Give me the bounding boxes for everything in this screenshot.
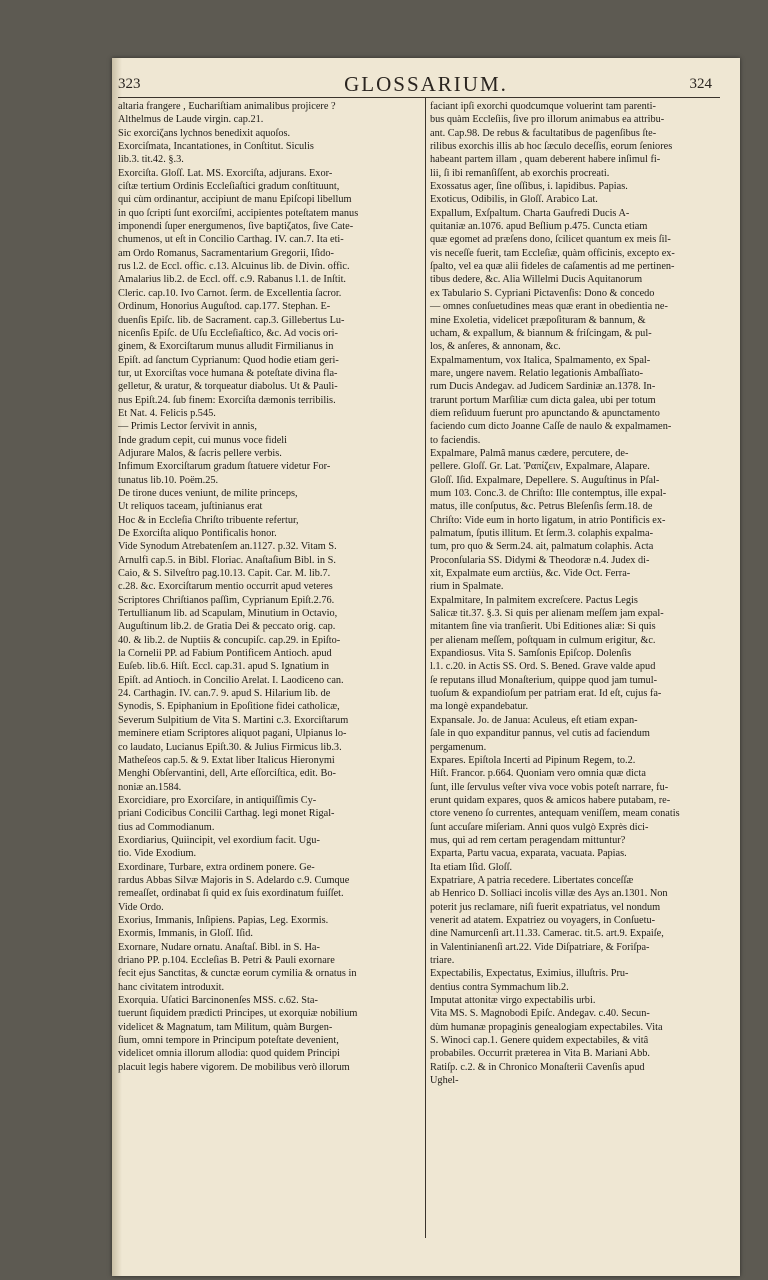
text-line: Exossatus ager, ſine oſſibus, i. lapidibus. Papias. (430, 181, 628, 193)
text-line: videlicet & Magnatum, tam Militum, quàm Burgen- (118, 1021, 333, 1033)
text-line: rilibus exorchis illis ab hoc ſæculo deceſſis, eorum ſeniores (430, 141, 673, 153)
text-line: bus quàm Eccleſiis, ſive pro illorum animabus ea attribu- (430, 114, 665, 126)
text-line: ſunt accuſare miſeriam. Anni quos vulgò Exprès dici- (430, 821, 649, 833)
text-line: palmatum, ſputis illitum. Et ſerm.3. colaphis expalma- (430, 528, 654, 539)
text-line: Epiſt. ad ſanctum Cyprianum: Quod hodie etiam geri- (118, 354, 339, 366)
text-line: pergamenum. (430, 741, 487, 753)
text-line: habeant partem illam , quam deberent habere inſimul fi- (430, 154, 661, 166)
text-line: mus, qui ad rem certam peragendam mittuntur? (430, 834, 626, 846)
text-line: Euſeb. lib.6. Hiſt. Eccl. cap.31. apud S. Ignatium in (118, 661, 330, 673)
text-line: rum Ducis Andegav. ad Judicem Sardiniæ an.1378. In- (430, 381, 656, 393)
text-line: tur, ut Exorciſtas voce humana & poteſtate divina fla- (118, 367, 338, 379)
text-line: Et Nat. 4. Felicis p.545. (118, 407, 216, 419)
text-line: to faciendis. (430, 434, 481, 446)
text-line: Chriſto: Vide eum in horto ligatum, in atrio Pontificis ex- (430, 514, 666, 526)
text-line: — Primis Lector ſervivit in annis, (118, 421, 257, 433)
text-line: S. Winoci cap.1. Genere quidem expectabiles, & vitâ (430, 1035, 649, 1047)
text-line: co laudato, Lucianus Epiſt.30. & Julius Firmicus lib.3. (118, 741, 342, 753)
text-line: mitantem ſine via tranſierit. Ubi Editiones aliæ: Si quis (430, 621, 656, 633)
text-line: Expalmitare, In palmitem excreſcere. Pactus Legis (430, 594, 638, 606)
text-line: altaria frangere , Euchariſtiam animalibus projicere ? (118, 101, 336, 112)
text-line: dine Namurcenſi art.11.33. Camerac. tit.5. art.9. Expaiſe, (430, 928, 664, 940)
text-line: in Valentinianenſi art.22. Vide Diſpatriare, & Foriſpa- (430, 941, 650, 953)
text-line: ucham, & expallum, & biannum & friſcingam, & pul- (430, 327, 652, 339)
text-line: hanc civitatem introduxit. (118, 981, 225, 993)
header-rule (118, 97, 720, 98)
text-line: ginem, & Exorciſtarum munus alludit Firmilianus in (118, 341, 334, 353)
text-line: Caio, & S. Silveſtro pag.10.13. Capit. Car. M. lib.7. (118, 568, 331, 580)
text-line: tunatus lib.10. Poëm.25. (118, 474, 219, 486)
text-line: Adjurare Malos, & ſacris pellere verbis. (118, 447, 282, 459)
text-line: triare. (430, 955, 455, 966)
text-line: videlicet omnia illorum allodia: quod quidem Principi (118, 1048, 340, 1060)
text-line: ſale in quo expanditur pannus, vel cutis ad faciendum (430, 728, 650, 740)
text-line: dùm humanæ propaginis genealogiam expectabiles. Vita (430, 1021, 663, 1033)
text-line: De Exorciſta aliquo Pontificalis honor. (118, 528, 277, 539)
text-line: priani Codicibus Concilii Carthag. legi monet Rigal- (118, 808, 335, 820)
text-line: Synodis, S. Epiphanium in Epoſitione fidei catholicæ, (118, 701, 340, 713)
text-line: Exormis, Immanis, in Gloſſ. Iſid. (118, 928, 253, 940)
text-line: Ita etiam Iſid. Gloſſ. (430, 861, 513, 873)
text-line: Hiſt. Francor. p.664. Quoniam vero omnia quæ dicta (430, 768, 646, 780)
text-line: Exorciſta. Gloſſ. Lat. MS. Exorciſta, adjurans. Exor- (118, 167, 333, 179)
text-line: Inde gradum cepit, cui munus voce fideli (118, 434, 287, 446)
text-line: diem reſiduum fuerunt pro apunctando & apunctamento (430, 407, 660, 419)
text-line: ſe reputans illud Monaſterium, quippe quod jam tumul- (430, 674, 658, 686)
text-line: dentius contra Symmachum lib.2. (430, 981, 569, 993)
text-line: Severum Sulpitium de Vita S. Martini c.3. Exorciſtarum (118, 714, 349, 726)
text-line: ſpalto, vel ea quæ alii fideles de caſamentis ad me pertinen- (430, 261, 675, 273)
text-line: Cleric. cap.10. Ivo Carnot. ſerm. de Excellentia ſacror. (118, 287, 342, 299)
text-line: rus l.2. de Eccl. offic. c.13. Alcuinus lib. de Divin. offic. (118, 261, 350, 273)
text-line: Exorius, Immanis, Inſipiens. Papias, Leg. Exormis. (118, 914, 329, 926)
text-line: Exorquia. Uſatici Barcinonenſes MSS. c.62. Sta- (118, 995, 318, 1007)
text-line: lii, ſi ibi remanſiſſent, ab exorchis procreati. (430, 167, 610, 179)
text-line: mine Exoletia, videlicet præpoſituram & bannum, & (430, 314, 646, 326)
text-line: Salicæ tit.37. §.3. Si quis per alienam meſſem jam expal- (430, 608, 664, 620)
text-line: Auguſtinum lib.2. de Gratia Dei & peccato orig. cap. (118, 621, 336, 633)
text-line: Imputat attonitæ virgo expectabilis urbi. (430, 995, 596, 1007)
text-line: per alienam meſſem, poſtquam in culmum erigitur, &c. (430, 634, 656, 646)
text-line: Exornare, Nudare ornatu. Anaſtaſ. Bibl. in S. Ha- (118, 941, 320, 953)
text-line: l.1. c.20. in Actis SS. Ord. S. Bened. Grave valde apud (430, 661, 656, 673)
text-line: tum, pro quo & Serm.24. ait, palmatum colaphis. Acta (430, 541, 654, 553)
text-line: driano PP. p.104. Eccleſias B. Petri & Pauli exornare (118, 955, 335, 966)
text-line: am Ordo Romanus, Sacramentarium Gregorii, Iſido- (118, 247, 334, 259)
text-line: Ughel- (430, 1075, 459, 1087)
text-line: Expalmamentum, vox Italica, Spalmamento, ex Spal- (430, 354, 651, 366)
text-line: fecit ejus Sanctitas, & cunctæ eorum cymilia & ornatus in (118, 968, 357, 980)
text-line: lib.3. tit.42. §.3. (118, 154, 184, 166)
text-line: ciſtæ tertium Ordinis Eccleſiaſtici gradum conſtituunt, (118, 181, 340, 193)
text-line: Ratiſp. c.2. & in Chronico Monaſterii Cavenſis apud (430, 1061, 645, 1073)
text-line: quitaniæ an.1076. apud Beſlium p.475. Cuncta etiam (430, 221, 648, 233)
text-line: xit, Expalmate eum arctiùs, &c. Vide Oct. Ferra- (430, 568, 631, 580)
page-number-right: 324 (689, 76, 712, 92)
text-line: Scriptores Chriſtianos paſſim, Cyprianum Epiſt.2.76. (118, 594, 335, 606)
text-line: 40. & lib.2. de Nuptiis & concupiſc. cap.29. in Epiſto- (118, 634, 341, 646)
text-line: tius ad Commodianum. (118, 821, 215, 833)
text-line: Expallum, Exſpaltum. Charta Gaufredi Ducis A- (430, 207, 630, 219)
text-line: pellere. Gloſſ. Gr. Lat. Ῥαπίζειν, Expalmare, Alapare. (430, 461, 650, 473)
text-line: Expares. Epiſtola Incerti ad Pipinum Regem, to.2. (430, 754, 636, 766)
text-line: in quo ſcripti ſunt exorciſmi, accipientes poteſtatem manus (118, 207, 359, 219)
text-line: gelletur, & uratur, & torqueatur diabolus. Ut & Pauli- (118, 381, 338, 393)
text-line: Exordinare, Turbare, extra ordinem ponere. Ge- (118, 861, 315, 873)
text-line: tuoſum & expandioſum per patriam erat. Id eſt, cujus fa- (430, 688, 662, 700)
book-page (112, 58, 740, 1276)
column-divider (425, 98, 426, 1238)
text-line: Ut reliquos taceam, juſtinianus erat (118, 501, 263, 513)
text-line: Vide Ordo. (118, 901, 164, 913)
text-line: Exparta, Partu vacua, exparata, vacuata. Papias. (430, 848, 627, 860)
text-line: Vide Synodum Atrebatenſem an.1127. p.32. Vitam S. (118, 541, 337, 553)
text-line: Expandiosus. Vita S. Samſonis Epiſcop. Dolenſis (430, 648, 632, 660)
text-line: tibus dedere, &c. Alia Willelmi Ducis Aquitanorum (430, 274, 643, 286)
text-line: la Cornelii PP. ad Fabium Pontificem Antioch. apud (118, 648, 332, 660)
text-line: rardus Abbas Silvæ Majoris in S. Adelardo c.9. Cumque (118, 874, 350, 886)
running-title: GLOSSARIUM. (344, 72, 508, 96)
right-column (430, 100, 726, 1087)
text-line: Expectabilis, Expectatus, Eximius, illuſtris. Pru- (430, 968, 629, 980)
text-line: ab Henrico D. Solliaci incolis villæ des Ays an.1301. Non (430, 888, 668, 900)
text-line: ex Tabulario S. Cypriani Pictavenſis: Dono & concedo (430, 287, 655, 299)
text-line: quæ egomet ad præſens dono, ſcilicet quantum ex meis ſil- (430, 234, 671, 246)
text-line: — omnes conſuetudines meas quæ erant in obedientia ne- (430, 301, 668, 313)
text-line: Ordinum, Honorius Auguſtod. cap.177. Stephan. E- (118, 301, 331, 313)
text-line: rium in Spalmate. (430, 581, 504, 593)
text-line: Hoc & in Eccleſia Chriſto tribuente refertur, (118, 514, 299, 526)
text-line: Tertullianum lib. ad Scapulam, Minutium in Octavio, (118, 608, 338, 620)
text-line: Exordiarius, Quiincipit, vel exordium facit. Ugu- (118, 834, 320, 846)
text-line: Vita MS. S. Magnobodi Epiſc. Andegav. c.40. Secun- (430, 1008, 650, 1020)
text-line: Althelmus de Laude virgin. cap.21. (118, 114, 264, 126)
text-line: Expalmare, Palmâ manus cædere, percutere, de- (430, 447, 629, 459)
text-line: Exorciſmata, Incantationes, in Conſtitut. Siculis (118, 141, 314, 153)
text-line: los, & anſeres, & annonam, &c. (430, 341, 561, 353)
text-line: faciant ipſi exorchi quodcumque voluerint tam parenti- (430, 101, 656, 112)
text-line: venerit ad atatem. Expatriez ou voyagers, in Conſuetu- (430, 914, 656, 926)
text-line: erunt quidam expares, quos & amicos habere putabam, re- (430, 794, 671, 806)
text-line: placuit legis habere vigorem. De mobilibus verò illorum (118, 1061, 350, 1073)
running-header (112, 72, 740, 96)
text-line: duenſis Epiſc. lib. de Sacrament. cap.3. Gillebertus Lu- (118, 314, 345, 326)
page-number-left: 323 (118, 76, 141, 92)
left-column (118, 100, 420, 1074)
text-line: Infimum Exorciſtarum gradum ſtatuere videtur For- (118, 461, 331, 473)
text-line: ſium, omni tempore in Principum poteſtate devenient, (118, 1035, 339, 1047)
text-line: mare, ungere navem. Relatio legationis Ambaſſiato- (430, 367, 644, 379)
text-line: noniæ an.1584. (118, 781, 182, 793)
text-line: vis neceſſe fuerit, tam Eccleſiæ, quàm officinis, excepto ex- (430, 247, 675, 259)
text-line: Exorcidiare, pro Exorciſare, in antiquiſſimis Cy- (118, 794, 317, 806)
text-line: mum 103. Conc.3. de Chriſto: Ille contemptus, ille expal- (430, 487, 667, 499)
text-line: ſunt, ille ſervulus veſter viva voce vobis poteſt narrare, fu- (430, 781, 669, 793)
text-line: tuerunt ſiquidem prædicti Principes, ut exorquiæ nobilium (118, 1008, 358, 1020)
text-line: De tirone duces veniunt, de milite princeps, (118, 487, 298, 499)
text-line: chumenos, ut eſt in Concilio Carthag. IV. can.7. Ita eti- (118, 234, 344, 246)
text-line: ma longè expandebatur. (430, 701, 529, 713)
text-line: trarunt portum Marſiliæ cum dicta galea, ubi per totum (430, 394, 656, 406)
text-line: Matheſeos cap.5. & 9. Extat liber Italicus Hieronymi (118, 754, 335, 766)
text-line: Sic exorciζans lychnos benedixit aquoſos. (118, 127, 291, 139)
text-line: Exoticus, Odibilis, in Gloſſ. Arabico Lat. (430, 194, 598, 206)
text-line: ant. Cap.98. De rebus & facultatibus de pagenſibus ſte- (430, 127, 657, 139)
text-line: nus Epiſt.24. ſub finem: Exorciſta dæmonis terribilis. (118, 394, 336, 406)
text-line: Expatriare, A patria recedere. Libertates conceſſæ (430, 874, 634, 886)
text-line: Epiſt. ad Antioch. in Concilio Arelat. I. Laodiceno can. (118, 674, 344, 686)
text-line: matus, ille conſputus, &c. Petrus Bleſenſis ſerm.18. de (430, 501, 653, 513)
text-line: faciendo cum dicto Joanne Caſſe de naulo & expalmamen- (430, 421, 672, 433)
text-line: remeaſſet, ordinabat ſi quid ex ſuis exordinatum fuiſſet. (118, 888, 344, 900)
text-line: Menghi Obſervantini, dell, Arte eſſorciſtica, edit. Bo- (118, 768, 336, 780)
text-line: 24. Carthagin. IV. can.7. 9. apud S. Hilarium lib. de (118, 688, 331, 700)
text-line: ctore veneno ſo currentes, antequam veniſſem, meam conatis (430, 808, 680, 820)
text-line: meminere etiam Scriptores aliquot pagani, Ulpianus lo- (118, 728, 347, 740)
text-line: probabiles. Occurrit præterea in Vita B. Mariani Abb. (430, 1048, 650, 1060)
text-line: qui cùm ordinantur, accipiunt de manu Epiſcopi libellum (118, 194, 352, 206)
text-line: nicenſis Epiſc. de Uſu Eccleſiaſtico, &c. Ad vocis ori- (118, 327, 338, 339)
text-line: tio. Vide Exodium. (118, 848, 197, 860)
text-line: poterit jus reclamare, niſi fuerit expatriatus, vel nondum (430, 901, 661, 913)
text-line: c.28. &c. Exorciſtarum mentio occurrit apud veteres (118, 581, 333, 593)
text-line: Proconſularia SS. Didymi & Theodoræ n.4. Judex di- (430, 554, 650, 566)
text-line: Gloſſ. Iſid. Expalmare, Depellere. S. Auguſtinus in Pſal- (430, 474, 660, 486)
text-line: Expansale. Jo. de Janua: Aculeus, eſt etiam expan- (430, 714, 638, 726)
text-line: Amalarius lib.2. de Eccl. off. c.9. Rabanus l.1. de Inſtit. (118, 274, 347, 286)
text-line: Arnulfi cap.5. in Bibl. Floriac. Anaſtaſium Bibl. in S. (118, 554, 336, 566)
text-line: imponendi ſuper energumenos, ſive baptiζatos, ſive Cate- (118, 221, 354, 233)
